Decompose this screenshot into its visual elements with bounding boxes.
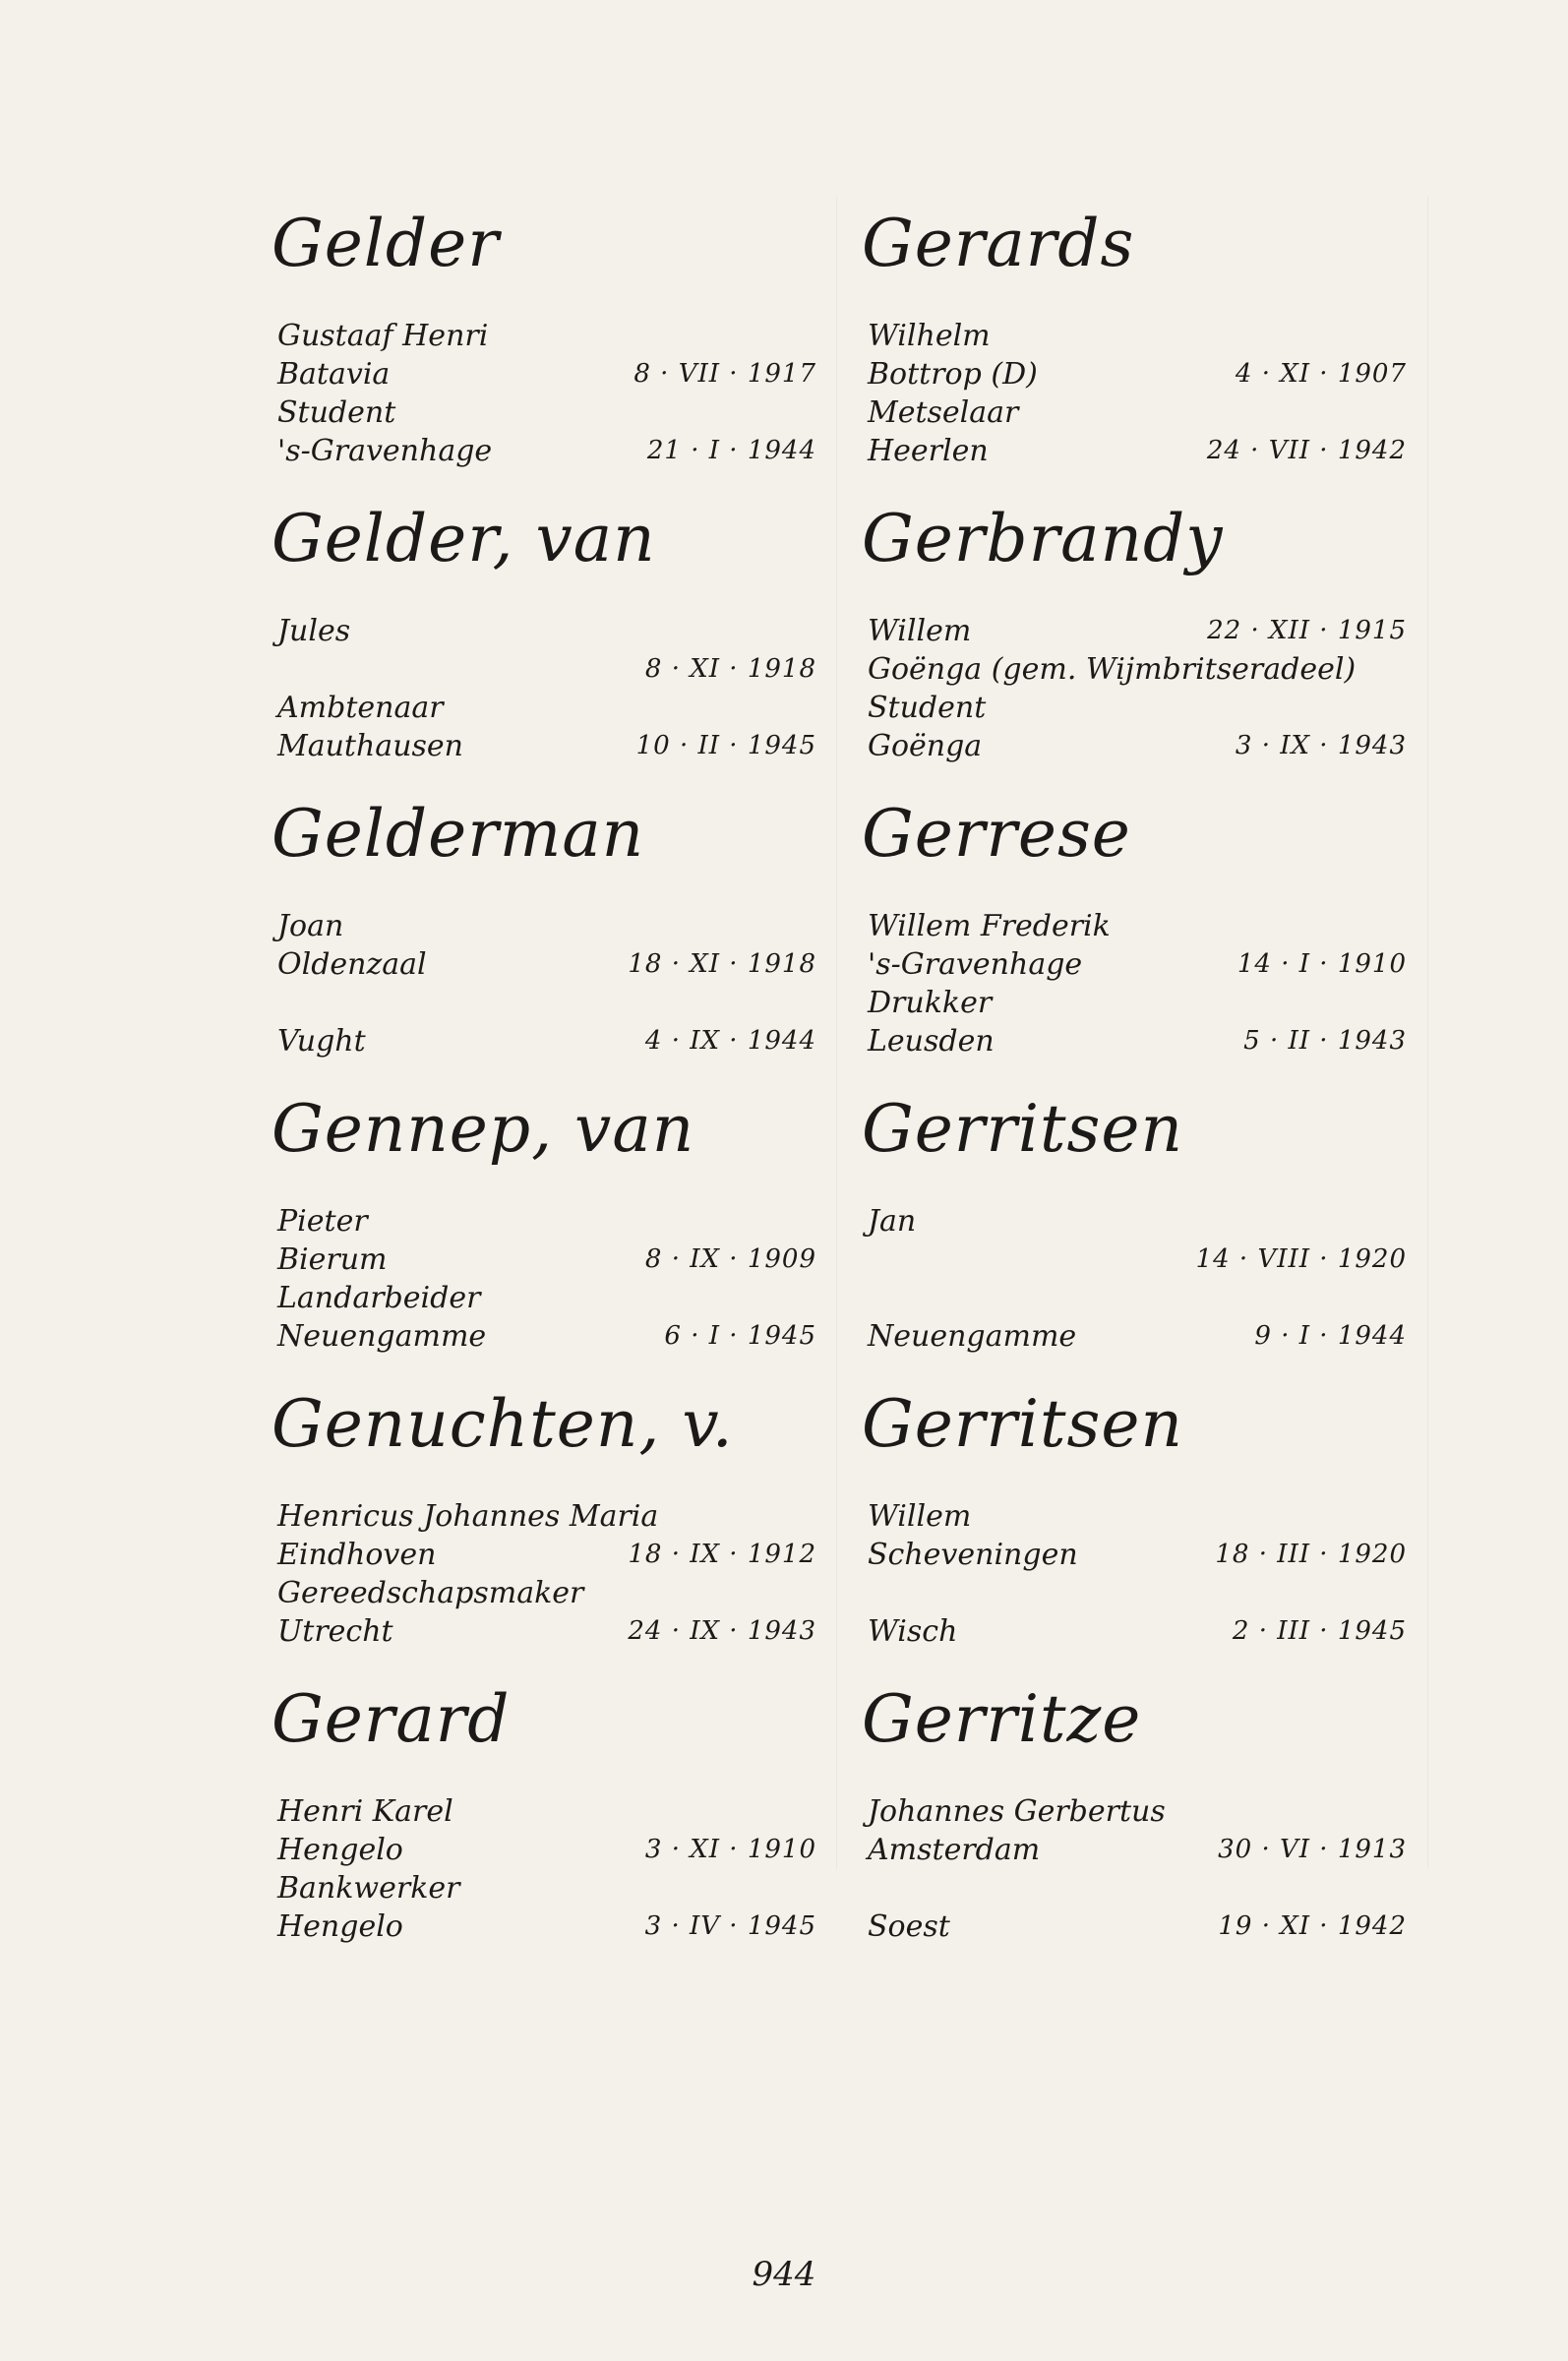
entry-date: 19 · XI · 1942: [1218, 1911, 1407, 1941]
entry-text: Neuengamme: [868, 1319, 1077, 1354]
entry-line: [862, 1497, 1413, 1536]
entry-line: [271, 394, 822, 432]
entry-line: [271, 727, 822, 765]
entry-text: Wilhelm: [868, 319, 991, 353]
name-entry: [271, 205, 822, 470]
entry-text: Wisch: [868, 1614, 958, 1649]
entry-date: 3 · IV · 1945: [644, 1911, 816, 1941]
entry-line: [862, 1022, 1413, 1060]
name-entry: [862, 795, 1413, 1060]
entry-line: [862, 1536, 1413, 1574]
entry-line: [271, 907, 822, 945]
entry-text: Landarbeider: [277, 1281, 481, 1315]
entry-date: 10 · II · 1945: [635, 731, 816, 760]
name-entry: [271, 1680, 822, 1946]
entry-line: [862, 394, 1413, 432]
entry-text: Henri Karel: [277, 1794, 453, 1829]
entry-line: [862, 317, 1413, 355]
entry-date: 22 · XII · 1915: [1207, 616, 1407, 645]
surname-heading: Gelder, van: [271, 501, 656, 576]
surname-heading: Gerritsen: [862, 1091, 1183, 1167]
entry-date: 2 · III · 1945: [1232, 1616, 1407, 1646]
surname-heading: Gelderman: [271, 796, 645, 872]
surname-heading: Gerrese: [862, 796, 1131, 872]
entry-date: 30 · VI · 1913: [1218, 1835, 1407, 1864]
name-entry: [271, 1090, 822, 1356]
entry-date: 24 · VII · 1942: [1206, 436, 1407, 465]
entry-date: 8 · XI · 1918: [644, 654, 816, 684]
entry-date: 18 · XI · 1918: [628, 949, 816, 979]
entry-line: [862, 1317, 1413, 1356]
entry-date: 4 · IX · 1944: [644, 1026, 816, 1056]
entry-line: [271, 355, 822, 394]
entry-line: [271, 1279, 822, 1317]
entry-date: 8 · VII · 1917: [633, 359, 816, 389]
entry-line: [271, 945, 822, 984]
entry-text: Willem Frederik: [868, 909, 1111, 943]
entry-line: [271, 1831, 822, 1869]
entry-line: [271, 1241, 822, 1279]
entry-line: [862, 1574, 1413, 1612]
surname-heading: Gerard: [271, 1681, 511, 1757]
entry-line: [862, 1831, 1413, 1869]
entry-text: Oldenzaal: [277, 947, 427, 982]
entry-text: Gustaaf Henri: [277, 319, 489, 353]
entry-line: [862, 1907, 1413, 1946]
entry-line: [862, 1612, 1413, 1651]
entry-text: Amsterdam: [868, 1833, 1041, 1867]
entry-text: Metselaar: [868, 395, 1019, 430]
entry-text: Ambtenaar: [277, 691, 444, 725]
entry-text: Utrecht: [277, 1614, 393, 1649]
entry-line: [862, 1241, 1413, 1279]
entry-text: Leusden: [868, 1024, 995, 1059]
surname-heading: Gerritsen: [862, 1386, 1183, 1462]
entry-line: [271, 1497, 822, 1536]
entry-text: Johannes Gerbertus: [868, 1794, 1166, 1829]
entry-line: [271, 1536, 822, 1574]
entry-line: [271, 984, 822, 1022]
entry-line: [862, 650, 1413, 689]
entry-text: Hengelo: [277, 1833, 403, 1867]
entry-text: Jules: [277, 614, 351, 648]
name-entry: [862, 205, 1413, 470]
entry-date: 3 · IX · 1943: [1235, 731, 1407, 760]
surname-heading: Gennep, van: [271, 1091, 695, 1167]
entry-date: 14 · VIII · 1920: [1195, 1244, 1407, 1274]
entry-text: Scheveningen: [868, 1538, 1078, 1572]
entry-line: [862, 1869, 1413, 1907]
entry-line: [862, 1279, 1413, 1317]
entry-text: Pieter: [277, 1204, 368, 1239]
entry-date: 21 · I · 1944: [646, 436, 816, 465]
entry-line: [271, 612, 822, 650]
entry-date: 8 · IX · 1909: [644, 1244, 816, 1274]
entry-text: Goënga (gem. Wijmbritseradeel): [868, 652, 1357, 687]
name-entry: [862, 1090, 1413, 1356]
entry-text: Bierum: [277, 1242, 388, 1277]
entry-text: Student: [277, 395, 396, 430]
name-entry: [271, 500, 822, 765]
entry-text: Mauthausen: [277, 729, 463, 763]
entry-text: Gereedschapsmaker: [277, 1576, 584, 1610]
entry-text: Henricus Johannes Maria: [277, 1499, 659, 1534]
surname-heading: Gerards: [862, 206, 1135, 281]
entry-line: [862, 1792, 1413, 1831]
entry-text: Heerlen: [868, 434, 989, 468]
entry-line: [271, 317, 822, 355]
entry-line: [271, 689, 822, 727]
surname-heading: Gerritze: [862, 1681, 1142, 1757]
entry-line: [271, 1792, 822, 1831]
entry-line: [271, 1612, 822, 1651]
entry-date: 5 · II · 1943: [1243, 1026, 1407, 1056]
entry-line: [271, 1907, 822, 1946]
name-entry: [862, 500, 1413, 765]
entry-line: [271, 1574, 822, 1612]
surname-heading: Gelder: [271, 206, 500, 281]
entry-line: [862, 727, 1413, 765]
entry-line: [862, 984, 1413, 1022]
entry-text: Goënga: [868, 729, 983, 763]
entry-line: [271, 432, 822, 470]
entry-text: Soest: [868, 1909, 950, 1944]
entry-date: 9 · I · 1944: [1254, 1321, 1407, 1351]
entry-line: [862, 612, 1413, 650]
entry-date: 24 · IX · 1943: [628, 1616, 816, 1646]
entry-text: Drukker: [868, 986, 993, 1020]
entry-line: [862, 355, 1413, 394]
entry-text: 's-Gravenhage: [868, 947, 1083, 982]
entry-line: [862, 432, 1413, 470]
entry-text: Vught: [277, 1024, 366, 1059]
entry-text: 's-Gravenhage: [277, 434, 493, 468]
entry-text: Bottrop (D): [868, 357, 1038, 392]
entry-line: [862, 1202, 1413, 1241]
entry-line: [271, 1869, 822, 1907]
name-entry: [862, 1680, 1413, 1946]
entry-text: Joan: [277, 909, 344, 943]
entry-date: 18 · III · 1920: [1215, 1540, 1407, 1569]
page-number: 944: [752, 2255, 816, 2294]
entry-date: 18 · IX · 1912: [628, 1540, 816, 1569]
entry-text: Eindhoven: [277, 1538, 437, 1572]
entry-line: [862, 689, 1413, 727]
entry-line: [862, 907, 1413, 945]
name-entry: [862, 1385, 1413, 1651]
entry-line: [271, 1202, 822, 1241]
name-entry: [271, 795, 822, 1060]
entry-text: Willem: [868, 614, 972, 648]
entry-text: Batavia: [277, 357, 391, 392]
entry-date: 6 · I · 1945: [664, 1321, 816, 1351]
surname-heading: Gerbrandy: [862, 501, 1224, 576]
name-entry: [271, 1385, 822, 1651]
entry-text: Student: [868, 691, 987, 725]
entry-date: 14 · I · 1910: [1236, 949, 1407, 979]
entry-line: [271, 1022, 822, 1060]
entry-text: Neuengamme: [277, 1319, 487, 1354]
entry-text: Willem: [868, 1499, 972, 1534]
entry-text: Jan: [868, 1204, 917, 1239]
entry-date: 3 · XI · 1910: [644, 1835, 816, 1864]
entry-text: Bankwerker: [277, 1871, 460, 1906]
entry-text: Hengelo: [277, 1909, 403, 1944]
entry-line: [271, 1317, 822, 1356]
entry-line: [862, 945, 1413, 984]
entry-line: [271, 650, 822, 689]
entry-date: 4 · XI · 1907: [1235, 359, 1407, 389]
surname-heading: Genuchten, v.: [271, 1386, 734, 1462]
